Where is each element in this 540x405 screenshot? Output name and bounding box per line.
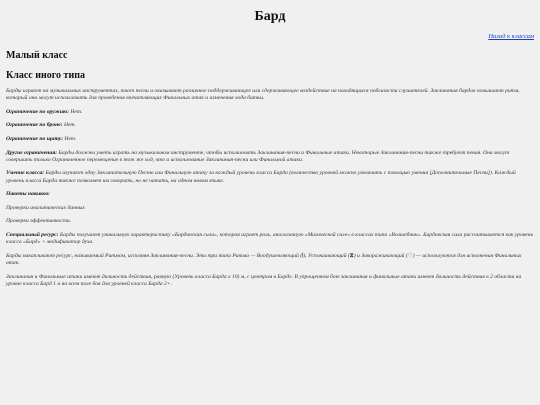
weapon-restriction-value: Нет. bbox=[70, 108, 83, 115]
rhythm-text: ), Успокаивающий ( bbox=[303, 252, 350, 259]
shield-restriction-label: Ограничение по щиту: bbox=[6, 135, 63, 142]
other-restrictions-label: Другие ограничения: bbox=[6, 149, 58, 156]
shield-restriction bbox=[6, 136, 534, 143]
inspiring-rhythm-icon: ⦚ bbox=[302, 252, 304, 259]
skill-packages-label: Пакеты навыков: bbox=[6, 191, 50, 198]
special-resource-label: Специальный ресурс: bbox=[6, 231, 59, 238]
other-restrictions bbox=[6, 150, 534, 164]
shield-restriction-value: Нет. bbox=[64, 135, 77, 142]
rhythm-text: ) и Завораживающий ( bbox=[353, 252, 408, 259]
rhythm-paragraph bbox=[6, 253, 534, 267]
class-skill-label: Умение класса: bbox=[6, 170, 45, 177]
class-size-heading: Малый класс bbox=[6, 50, 68, 61]
weapon-restriction bbox=[6, 109, 534, 116]
range-paragraph: Заклинания и Финальные атаки имеют дальность действия, равную (Уровень класса Барда x 10) м, с центром в Барде. В упрощенном бою заклинания и финальные атаки имеют дальность действия в 2 области на уровне класса Бард 1 и на всем поле боя для уровней класса Барда 2+. bbox=[6, 273, 522, 287]
other-restrictions-value: Барды должны уметь играть на музыкальном инструменте, чтобы использовать Заклинания-песни и Финальные атаки. Некоторые Заклинания-песни также требуют пения. Они могут совершить только Ограниченное перемещение в тот же ход, что и использование Заклинания-песни или Финальной атаки. bbox=[6, 149, 510, 163]
intro-paragraph: Барды играют на музыкальных инструментах, поют песни и оказывают различное поддерживающее или сдерживающее воздействие на находящихся поблизости слушателей. Заклинания бардов повышают ритм, который они могут использовать для проведения впечатляющих Финальных атак и изменения хода битвы. bbox=[6, 88, 520, 102]
armor-restriction bbox=[6, 122, 534, 129]
rhythm-text: Барды накапливают ресурс, называемый Ритмом, исполняя Заклинания-песни. Эти три типа Ритма — Воодушевляющий ( bbox=[6, 252, 303, 259]
page-title: Бард bbox=[254, 9, 286, 24]
soothing-rhythm-icon: ⧖ bbox=[349, 252, 354, 259]
rhythm-text: ) — используются для исполнения Финальных атак. bbox=[6, 252, 522, 266]
mesmerizing-rhythm-heart-icon: ♡ bbox=[407, 252, 413, 259]
special-resource bbox=[6, 232, 534, 246]
skill-packages bbox=[6, 191, 534, 198]
class-skill-value: Барды изучают одну Заклинательную Песню или Финальную атаку за каждый уровень класса Барда (количество уровней можно увеличить с помощью умения [Дополнительные Песни]). Каждый уровень класса Барда также позволяет им говорить, но не читать, на одном новом языке. bbox=[6, 170, 516, 184]
weapon-restriction-label: Ограничение по оружию: bbox=[6, 108, 69, 115]
skill-package-item: Проверки аналитических данных bbox=[6, 204, 85, 211]
class-type-heading: Класс иного типа bbox=[6, 70, 85, 81]
armor-restriction-label: Ограничение по броне: bbox=[6, 122, 63, 129]
armor-restriction-value: Нет. bbox=[63, 122, 76, 129]
special-resource-value: Барды получают уникальную характеристику «Бардовская сила», которая играет роль, аналогичную «Магической силе» в классах типа «Волшебник». Бардовская сила рассчитывается как уровень класса «Бард» + модификатор духа. bbox=[6, 231, 534, 246]
class-description bbox=[6, 88, 534, 294]
back-to-classes-link[interactable]: Назад к классам bbox=[488, 33, 534, 40]
class-skill bbox=[6, 170, 534, 184]
skill-package-item: Проверки эффективности. bbox=[6, 218, 72, 225]
